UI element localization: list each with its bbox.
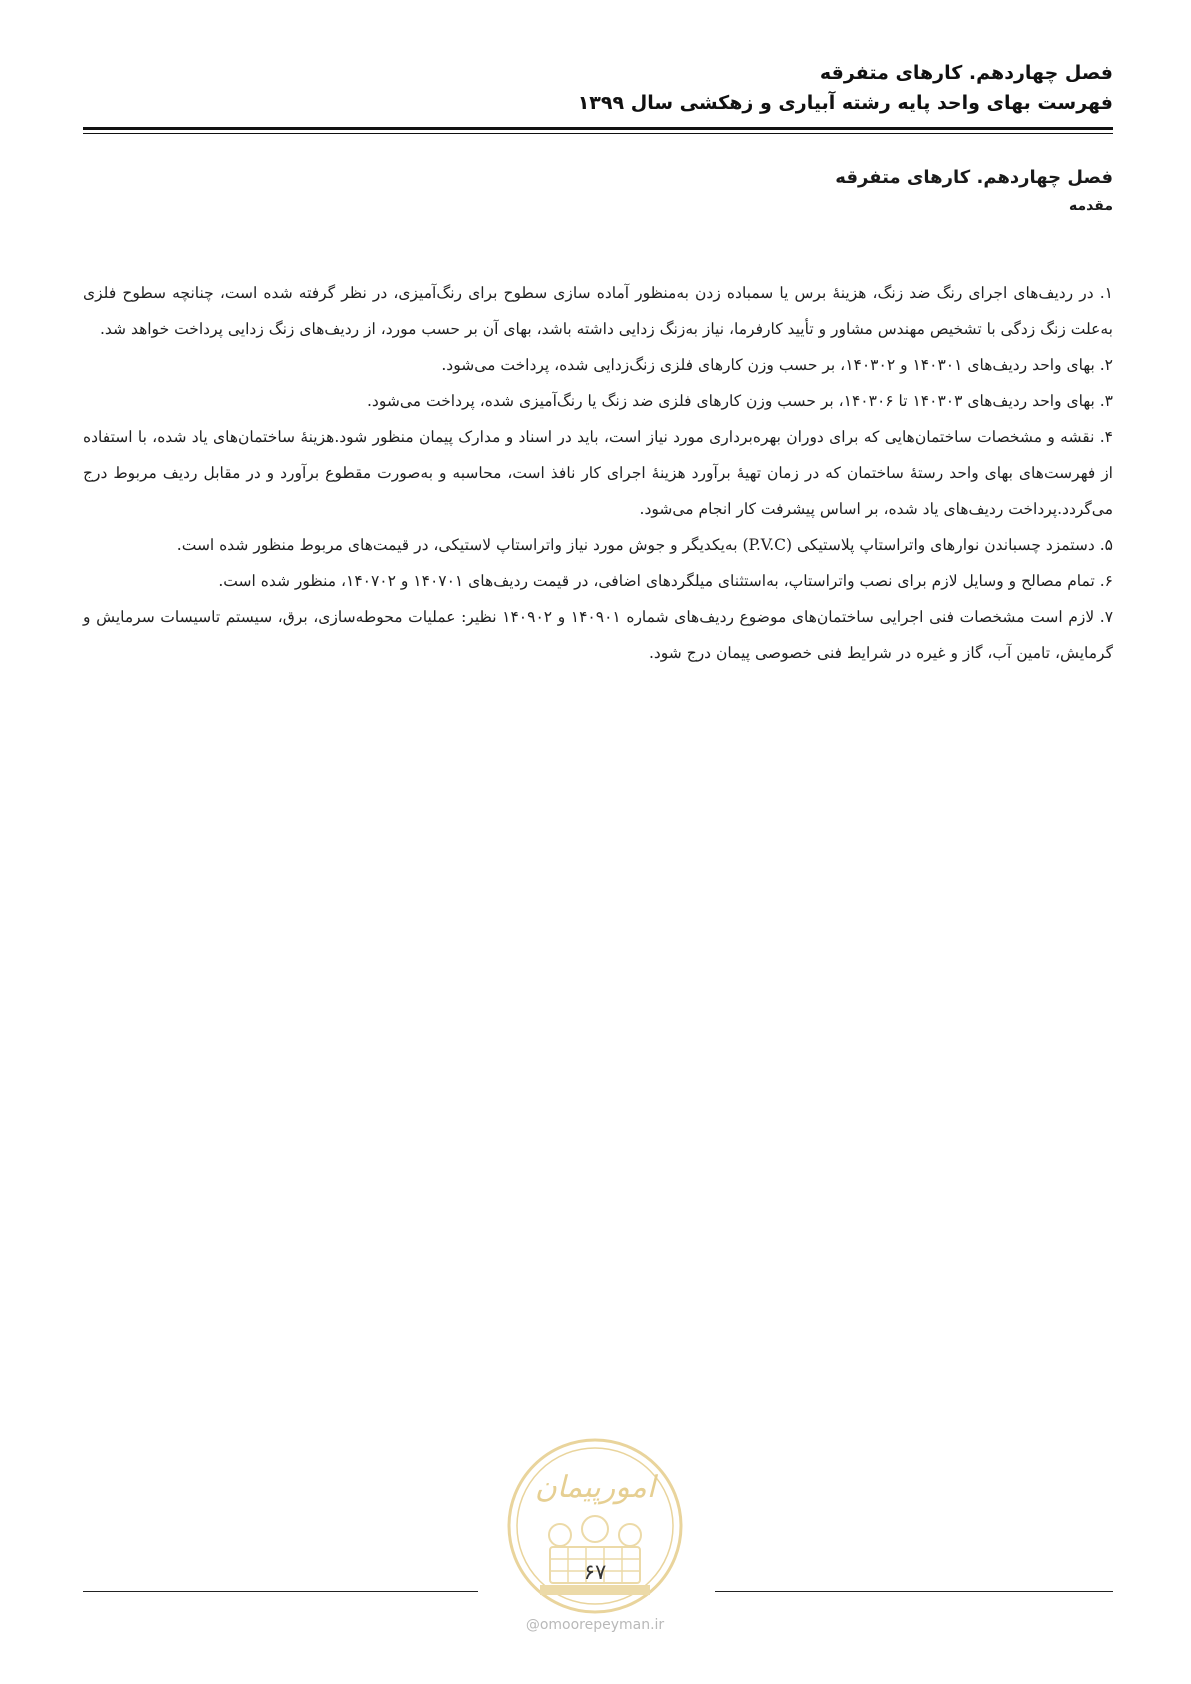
section-subtitle: مقدمه: [1069, 198, 1113, 214]
paragraph-3: ۳. بهای واحد ردیف‌های ۱۴۰۳۰۳ تا ۱۴۰۳۰۶، بر حسب وزن کارهای فلزی ضد زنگ یا رنگ‌آمیزی شده، پرداخت می‌شود.: [367, 392, 1113, 410]
watermark-logo: [504, 1435, 686, 1617]
footer-rule-right: [715, 1591, 1113, 1592]
watermark-text: امورپیمان: [534, 1470, 656, 1505]
header-document-title: فهرست بهای واحد پایه رشته آبیاری و زهکشی سال ۱۳۹۹: [577, 92, 1113, 114]
paragraph-4: ۴. نقشه و مشخصات ساختمان‌هایی که برای دوران بهره‌برداری مورد نیاز است، باید در اسناد و مدارک پیمان منظور شود.هزینهٔ ساختمان‌های یاد شده، با استفاده از فهرست‌های بهای واحد رستهٔ ساختمان که در زمان تهیهٔ برآورد هزینهٔ اجرای کار نافذ است، محاسبه و به‌صورت مقطوع برآورد و در مقابل ردیف مربوط درج می‌گردد.پرداخت ردیف‌های یاد شده، بر اساس پیشرفت کار انجام می‌شود.: [83, 428, 1113, 518]
paragraph-7: ۷. لازم است مشخصات فنی اجرایی ساختمان‌های موضوع ردیف‌های شماره ۱۴۰۹۰۱ و ۱۴۰۹۰۲ نظیر: عملیات محوطه‌سازی، برق، سیستم تاسیسات سرمایش و گرمایش، تامین آب، گاز و غیره در شرایط فنی خصوصی پیمان درج شود.: [83, 608, 1114, 662]
header-divider-thick: [83, 127, 1113, 130]
paragraph-2: ۲. بهای واحد ردیف‌های ۱۴۰۳۰۱ و ۱۴۰۳۰۲، بر حسب وزن کارهای فلزی زنگ‌زدایی شده، پرداخت می‌شود.: [441, 356, 1113, 374]
page-header: [83, 58, 1113, 118]
paragraph-6: ۶. تمام مصالح و وسایل لازم برای نصب واتراستاپ، به‌استثنای میلگردهای اضافی، در قیمت ردیف‌های ۱۴۰۷۰۱ و ۱۴۰۷۰۲، منظور شده است.: [218, 572, 1113, 590]
site-url: @omoorepeyman.ir: [525, 1617, 665, 1633]
header-chapter-title: فصل چهاردهم. کارهای متفرقه: [819, 62, 1113, 84]
paragraph-5: ۵. دستمزد چسباندن نوارهای واتراستاپ پلاستیکی (P.V.C) به‌یکدیگر و جوش مورد نیاز واتراستاپ لاستیکی، در قیمت‌های مربوط منظور شده است.: [176, 536, 1113, 554]
body-text: [83, 275, 1113, 671]
section-title: فصل چهاردهم. کارهای متفرقه: [835, 167, 1113, 188]
footer-rule-left: [83, 1591, 478, 1592]
header-divider-thin: [83, 133, 1113, 134]
paragraph-1: ۱. در ردیف‌های اجرای رنگ ضد زنگ، هزینهٔ برس یا سمباده زدن به‌منظور آماده سازی سطوح برای رنگ‌آمیزی، در نظر گرفته شده است، چنانچه سطوح فلزی به‌علت زنگ زدگی با تشخیص مهندس مشاور و تأیید کارفرما، نیاز به‌زنگ زدایی داشته باشد، بهای آن بر حسب مورد، از ردیف‌های زنگ زدایی پرداخت خواهد شد.: [83, 284, 1113, 338]
section-heading: [83, 163, 1113, 219]
page-number: ۶۷: [583, 1560, 607, 1584]
